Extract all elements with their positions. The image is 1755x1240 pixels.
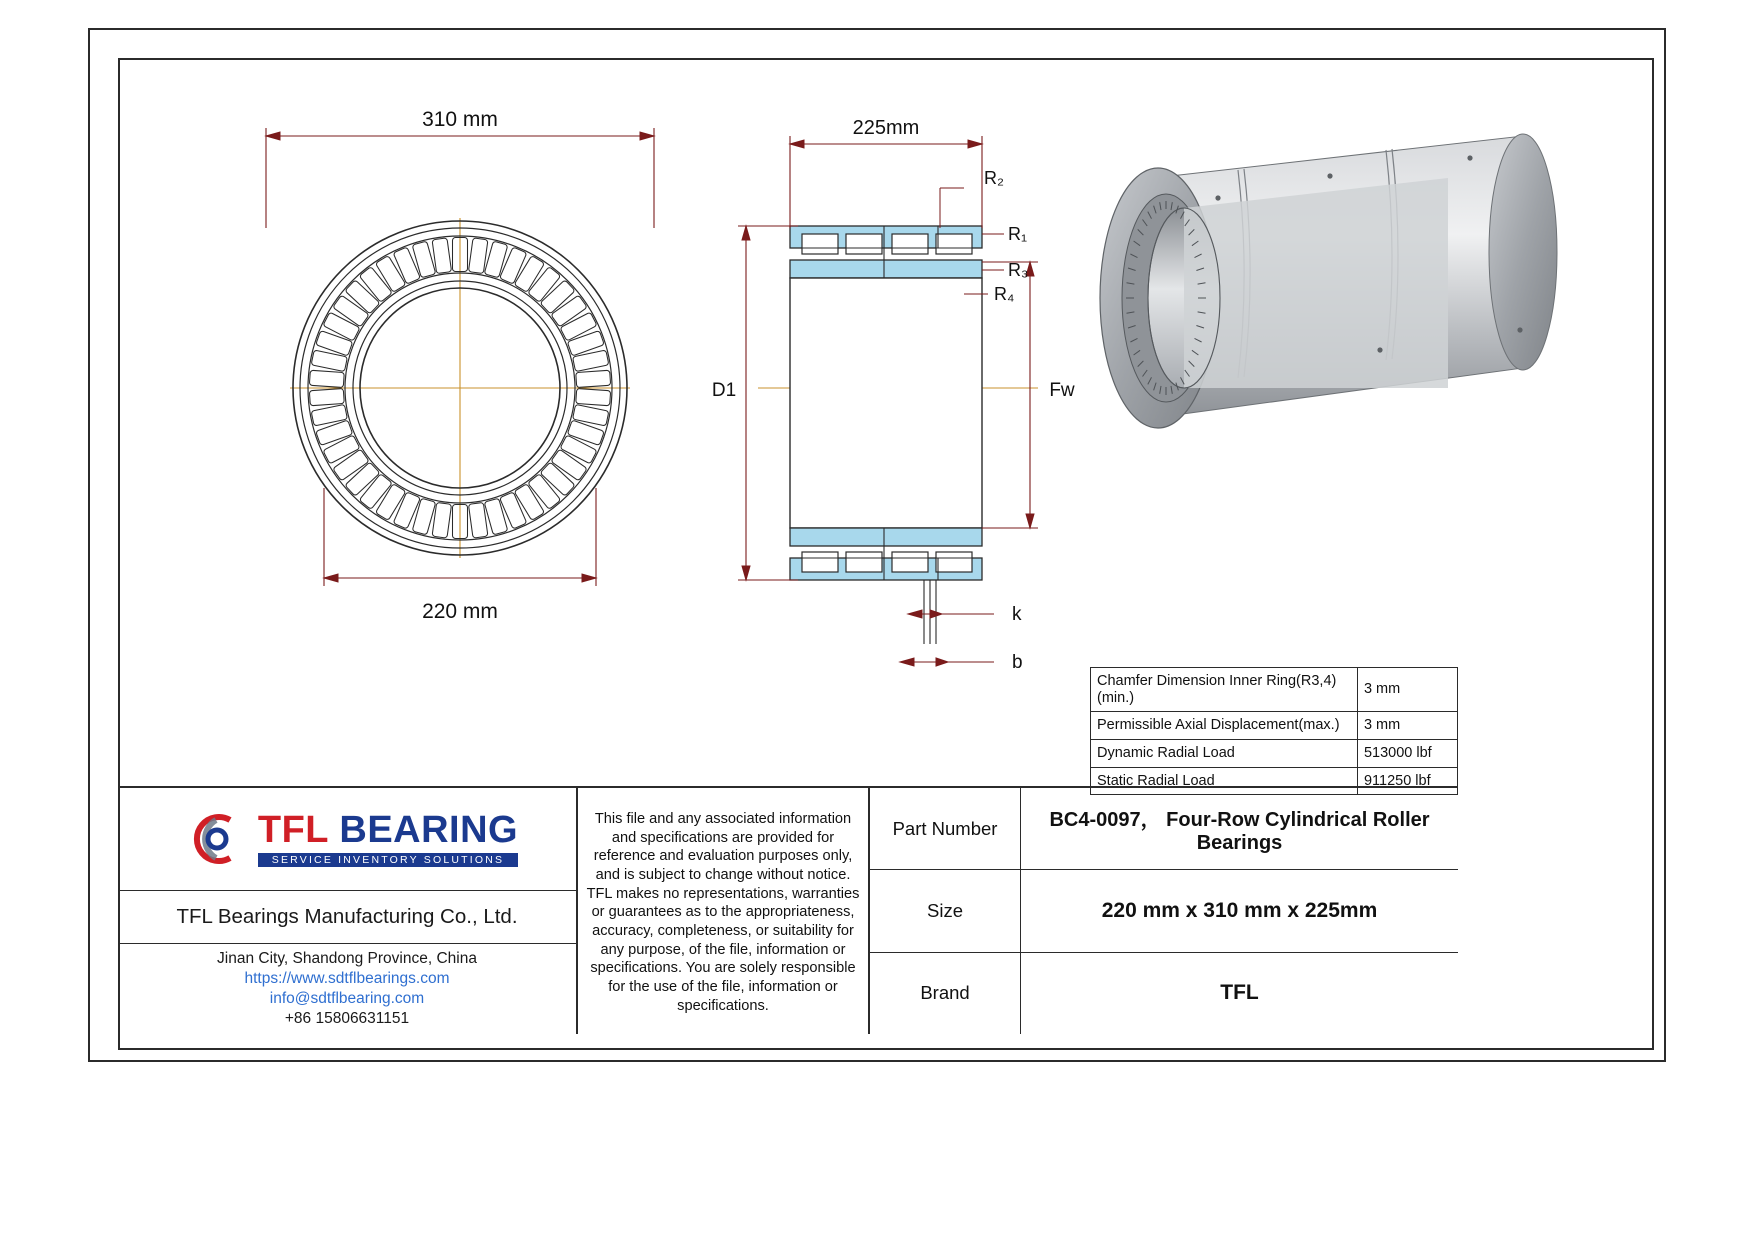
arrow-d1-top [742, 226, 750, 240]
part-number-row [870, 788, 1458, 870]
brand-value: TFL [1220, 981, 1259, 1005]
company-website-link[interactable]: https://www.sdtflbearings.com [244, 970, 450, 987]
size-label: Size [870, 870, 1021, 951]
logo-mark-icon [186, 808, 248, 870]
isometric-bearing-view [1100, 134, 1557, 428]
roller-pocket [560, 435, 597, 464]
dim-label-b: b [1012, 652, 1023, 673]
arrow-b-right [936, 658, 948, 666]
roller-pocket [567, 331, 604, 357]
part-number-label: Part Number [870, 788, 1021, 869]
roller-pocket [316, 420, 353, 446]
disclaimer-text: This file and any associated information and specifications are provided for reference and evaluation purposes only, and is subject to change without notice. TFL makes no representations, warranties or guarantees as to the appropriateness, accuracy, completeness, or suitability for any purpose, of the file, information or specifications. You are solely responsible for the use of the file, information or specifications. [578, 788, 870, 1034]
dim-label-r1: R₁ [1008, 224, 1028, 244]
logo-tagline: SERVICE INVENTORY SOLUTIONS [258, 853, 518, 868]
roller-pocket [573, 404, 609, 426]
roller-pocket [560, 312, 597, 341]
roller-pocket [333, 449, 369, 481]
specification-table [1090, 667, 1458, 795]
dim-label-width: 225mm [852, 117, 920, 139]
tfl-logo [186, 808, 518, 870]
spec-value: 3 mm [1357, 712, 1457, 740]
brand-label: Brand [870, 953, 1021, 1034]
arrow-k-left [908, 610, 922, 618]
roller-pocket [432, 238, 451, 274]
arrow-d1-bottom [742, 566, 750, 580]
roller-pocket [468, 238, 487, 274]
logo-word-tfl: TFL [257, 808, 329, 851]
title-block-company-column [118, 788, 578, 1034]
table-row [1091, 668, 1458, 712]
roller-pocket [484, 498, 508, 535]
arrow-b-left [900, 658, 914, 666]
roller-pocket [432, 502, 451, 538]
dim-label-r4: R₄ [994, 284, 1015, 304]
lower-inner-ring [790, 528, 982, 546]
iso-right-end-face [1489, 134, 1557, 370]
roller-pocket [540, 280, 575, 314]
company-phone: +86 15806631151 [284, 1010, 410, 1027]
roller-pocket [412, 241, 436, 278]
roller-pocket [514, 484, 544, 521]
roller-pocket [514, 256, 544, 293]
part-info-column [870, 788, 1458, 1034]
roller-pocket [484, 241, 508, 278]
brand-row [870, 953, 1458, 1034]
roller-pocket [323, 312, 360, 341]
arrow-310-left [266, 132, 280, 140]
roller-pocket [311, 404, 347, 426]
roller-pocket [375, 256, 405, 293]
company-email-link[interactable]: info@sdtflbearing.com [269, 990, 425, 1007]
roller-pocket [323, 435, 360, 464]
roller-pocket [573, 350, 609, 372]
inner-ring-section-body [790, 278, 982, 528]
roller-pocket [500, 247, 527, 284]
roller-pocket [412, 498, 436, 535]
roller-pocket [576, 370, 611, 387]
roller-pocket [551, 449, 587, 481]
roller-pocket [345, 280, 380, 314]
dim-label-r3: R₃ [1008, 260, 1029, 280]
roller-pocket [309, 370, 344, 387]
roller-pocket [468, 502, 487, 538]
roller-pocket [540, 462, 575, 496]
company-contact-block [118, 944, 576, 1034]
roller-pocket [567, 420, 604, 446]
size-row [870, 870, 1458, 952]
dim-label-r2: R₂ [984, 168, 1004, 188]
dim-label-k: k [1012, 604, 1022, 625]
upper-inner-ring [790, 260, 982, 278]
spec-value: 911250 lbf [1357, 767, 1457, 795]
logo-text [257, 808, 519, 868]
company-address: Jinan City, Shandong Province, China [217, 950, 477, 967]
roller-pocket [528, 474, 561, 510]
table-row [1091, 712, 1458, 740]
arrow-220-right [582, 574, 596, 582]
front-view-group [290, 218, 630, 558]
spec-label: Dynamic Radial Load [1091, 740, 1358, 768]
roller-pocket [393, 247, 420, 284]
roller-pocket [576, 388, 611, 405]
arrow-225-left [790, 140, 804, 148]
arrow-310-right [640, 132, 654, 140]
roller-pocket [333, 295, 369, 327]
logo-word-bearing: BEARING [328, 808, 519, 851]
roller-pocket [311, 350, 347, 372]
roller-pocket [359, 474, 392, 510]
arrow-225-right [968, 140, 982, 148]
iso-bore-inner-surface [1184, 178, 1448, 388]
spec-label: Chamfer Dimension Inner Ring(R3,4)(min.) [1091, 668, 1358, 712]
roller-pocket [309, 388, 344, 405]
size-value: 220 mm x 310 mm x 225mm [1101, 898, 1378, 922]
dim-label-fw: Fw [1049, 380, 1075, 401]
part-number-value: BC4-0097， Four-Row Cylindrical Roller Bearings [1049, 808, 1430, 854]
roller-pocket [359, 267, 392, 303]
spec-label: Permissible Axial Displacement(max.) [1091, 712, 1358, 740]
dim-label-outer-diameter: 310 mm [422, 108, 498, 131]
title-block [118, 786, 1458, 1034]
roller-pocket [345, 462, 380, 496]
specification-table-body [1091, 668, 1458, 795]
dim-label-bore-diameter: 220 mm [422, 600, 498, 623]
spec-label: Static Radial Load [1091, 767, 1358, 795]
company-logo-cell [118, 788, 576, 891]
roller-pocket [500, 492, 527, 529]
roller-pocket [551, 295, 587, 327]
spec-value: 513000 lbf [1357, 740, 1457, 768]
spec-value: 3 mm [1357, 668, 1457, 712]
roller-pocket [316, 331, 353, 357]
arrow-220-left [324, 574, 338, 582]
company-name: TFL Bearings Manufacturing Co., Ltd. [118, 891, 576, 944]
logo-wordmark [257, 808, 519, 851]
table-row [1091, 740, 1458, 768]
roller-pocket [375, 484, 405, 521]
roller-pocket [393, 492, 420, 529]
dim-label-d1: D1 [711, 380, 737, 401]
arrow-fw-bottom [1026, 514, 1034, 528]
roller-pocket [528, 267, 561, 303]
